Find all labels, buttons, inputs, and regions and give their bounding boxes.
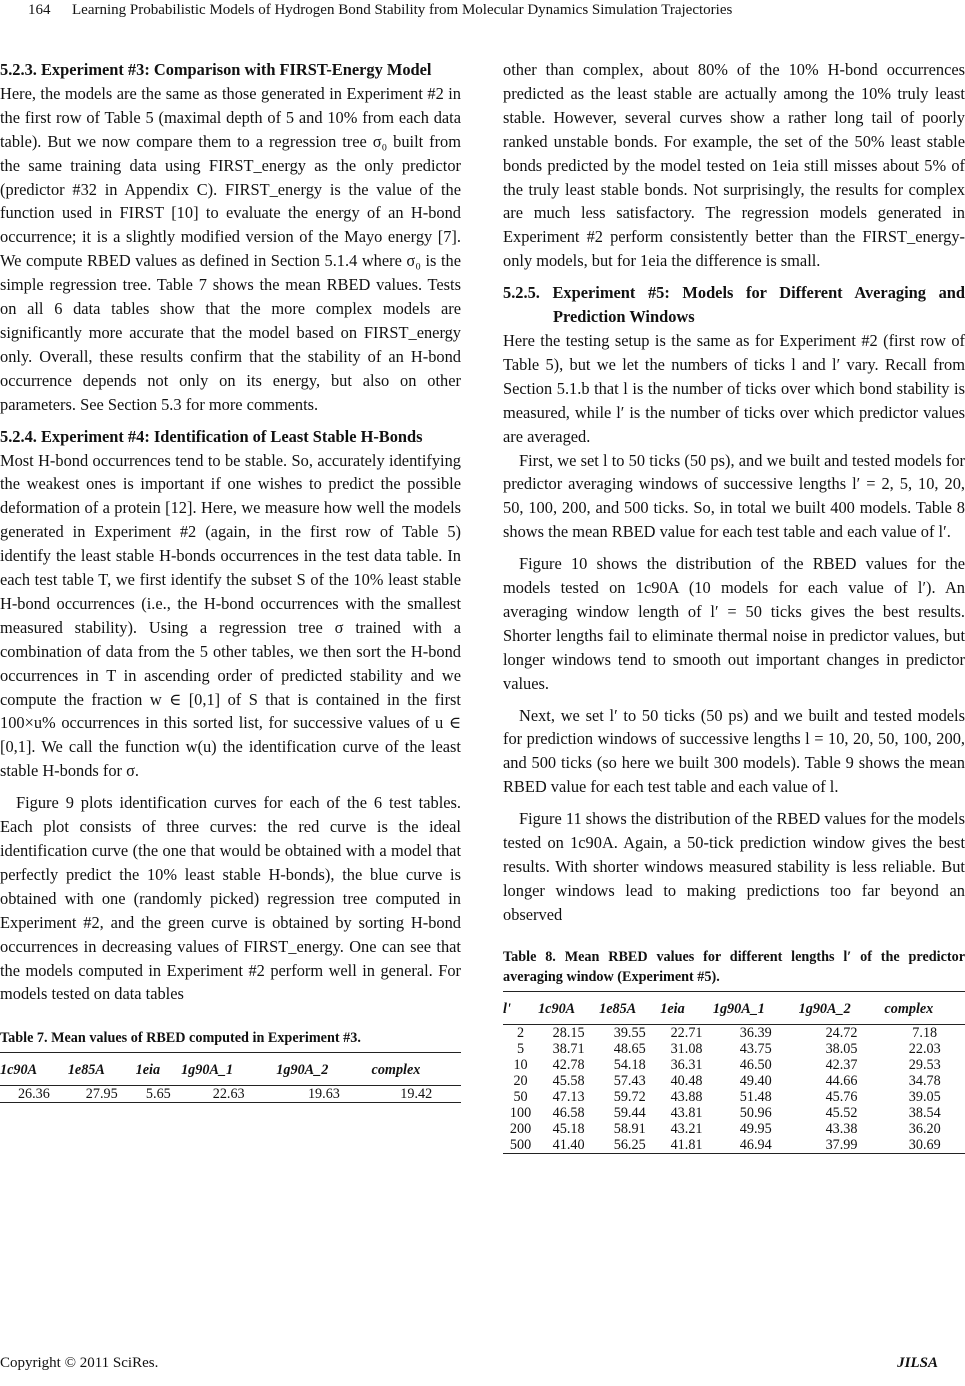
table-8-cell: 42.78 [552, 1056, 585, 1073]
table-7-cell: 5.65 [136, 1086, 181, 1103]
table-8-header: 1g90A_2 [799, 991, 885, 1024]
table-8-header: 1e85A [599, 991, 660, 1024]
table-8-cell: 100 [509, 1104, 532, 1121]
table-7-header: 1c90A [0, 1053, 68, 1086]
table-8-cell: 39.55 [613, 1024, 646, 1041]
table-7-cell: 19.42 [372, 1086, 461, 1103]
table-7-cell: 27.95 [68, 1086, 136, 1103]
table-8-cell: 45.18 [552, 1120, 585, 1137]
table-row [503, 1105, 965, 1121]
table-8-cell: 43.38 [825, 1120, 858, 1137]
table-row [503, 1073, 965, 1089]
table-8-cell: 46.50 [739, 1056, 772, 1073]
table-8-cell: 49.40 [739, 1072, 772, 1089]
table-8-cell: 43.88 [670, 1088, 703, 1105]
table-8-cell: 39.05 [908, 1088, 941, 1105]
table-7-caption: Table 7. Mean values of RBED computed in Experiment #3. [0, 1030, 361, 1047]
table-8-cell: 40.48 [670, 1072, 703, 1089]
table-8-cell: 42.37 [825, 1056, 858, 1073]
continued-paragraph: other than complex, about 80% of the 10% H-bond occurrences predicted as the least stable are actually among the 10% truly least stable. However, several curves show a rather long tail of poorly ranked unstable bonds. For example, the set of the 50% least stable bonds predicted by the model tested on 1eia still misses about 5% of the truly least stable bonds. Not surprisingly, the results for complex are much less satisfactory. The regression models generated in Experiment #2 perform consistently better than the FIRST_energy-only models, but for 1eia the difference is small. [503, 60, 965, 271]
table-8 [503, 991, 965, 1154]
table-8-cell: 10 [513, 1056, 528, 1073]
table-8-cell: 22.03 [908, 1040, 941, 1057]
table-7-header: 1eia [136, 1053, 181, 1086]
table-8-cell: 41.81 [660, 1137, 713, 1154]
table-8-cell: 46.94 [713, 1137, 799, 1154]
table-8-cell: 500 [503, 1137, 538, 1154]
table-8-cell: 59.72 [613, 1088, 646, 1105]
table-8-cell: 24.72 [825, 1024, 858, 1041]
table-8-cell: 50.96 [739, 1104, 772, 1121]
section-5-2-5-para-4: Next, we set l′ to 50 ticks (50 ps) and we built and tested models for prediction windows of successive lengths l = 10, 20, 50, 100, 200, and 500 ticks (so here we built 300 models). Table 9 shows the mean RBED value for each test table and each value of l. [503, 705, 965, 797]
section-5-2-5-title: 5.2.5. Experiment #5: Models for Different Averaging and Prediction Windows [503, 283, 965, 327]
table-8-cell: 57.43 [613, 1072, 646, 1089]
table-8-cell: 30.69 [884, 1137, 965, 1154]
page-footer [0, 1355, 938, 1372]
table-8-cell: 45.76 [825, 1088, 858, 1105]
figure-9-paragraph: Figure 9 plots identification curves for each of the 6 test tables. Each plot consists of three curves: the red curve is the ideal identification curve (the one that would be obtained with a model that perfectly predict the 10% least stable H-bonds), the blue curve is obtained with one (randomly picked) regression tree computed in Experiment #2, and the green curve is obtained by sorting H-bond occurrences in decreasing values of FIRST_energy. One can see that the models computed in Experiment #2 perform well in general. For models tested on data tables [0, 793, 461, 1004]
journal-name: JILSA [897, 1355, 938, 1371]
table-8-cell: 36.39 [739, 1024, 772, 1041]
table-7-header: complex [372, 1053, 461, 1086]
table-8-cell: 5 [516, 1040, 525, 1057]
table-row [0, 1086, 461, 1103]
table-8-cell: 38.05 [825, 1040, 858, 1057]
section-5-2-3-title: 5.2.3. Experiment #3: Comparison with FIRST-Energy Model [0, 60, 432, 79]
table-8-cell: 7.18 [912, 1024, 938, 1041]
table-8-header-row [503, 991, 965, 1024]
table-8-cell: 34.78 [908, 1072, 941, 1089]
table-row [503, 1057, 965, 1073]
copyright: Copyright © 2011 SciRes. [0, 1355, 159, 1371]
left-column [0, 58, 461, 1103]
table-7-header: 1g90A_1 [181, 1053, 276, 1086]
table-8-cell: 47.13 [552, 1088, 585, 1105]
page-number: 164 [28, 2, 51, 18]
table-8-cell: 38.54 [908, 1104, 941, 1121]
table-8-cell: 22.71 [670, 1024, 703, 1041]
table-7-cell: 26.36 [0, 1086, 68, 1103]
table-8-caption: Table 8. Mean RBED values for different lengths l′ of the predictor averaging window (Experiment #5). [503, 948, 965, 985]
table-8-cell: 44.66 [825, 1072, 858, 1089]
table-8-cell: 37.99 [799, 1137, 885, 1154]
table-8-cell: 51.48 [739, 1088, 772, 1105]
table-row [503, 1024, 965, 1041]
table-8-header: 1eia [660, 991, 713, 1024]
table-8-header: 1g90A_1 [713, 991, 799, 1024]
table-8-header: complex [884, 991, 965, 1024]
table-8-cell: 200 [509, 1120, 532, 1137]
table-8-cell: 36.20 [908, 1120, 941, 1137]
table-8-cell: 54.18 [613, 1056, 646, 1073]
table-7 [0, 1052, 461, 1103]
table-row [503, 1121, 965, 1137]
table-8-header: l' [503, 991, 538, 1024]
section-5-2-5-para-1: Here the testing setup is the same as for Experiment #2 (first row of Table 5), but we let the numbers of ticks l and l′ vary. Recall from Section 5.1.b that l is the number of ticks over which bond stability is measured, while l′ is the number of ticks over which predictor values are averaged. [503, 330, 965, 446]
table-8-cell: 20 [513, 1072, 528, 1089]
section-5-2-3-body: Here, the models are the same as those generated in Experiment #2 in the first row of Table 5 (maximal depth of 5 and 10% from each data table). But we now compare them to a regression tree σ₀ built from the same training data using FIRST_energy as the only predictor (predictor #32 in Appendix C). FIRST_energy is the value of the function used in FIRST [10] to evaluate the energy of an H-bond occurrence; it is a slightly modified version of the Mayo energy [7]. We compute RBED values as defined in Section 5.1.4 where σ₀ is the simple regression tree. Table 7 shows the mean RBED values. Tests on all 6 data tables show that the more complex models are significantly more accurate that the model based on FIRST_energy only. Overall, these results confirm that the stability of an H-bond occurrence depends not only on its energy, but also on other parameters. See Section 5.3 for more comments. [0, 83, 461, 414]
running-title: Learning Probabilistic Models of Hydrogen Bond Stability from Molecular Dynamics Simulation Trajectories [72, 2, 733, 18]
table-8-cell: 45.52 [825, 1104, 858, 1121]
right-column [503, 58, 965, 1154]
table-8-cell: 31.08 [670, 1040, 703, 1057]
table-7-header: 1e85A [68, 1053, 136, 1086]
table-8-cell: 45.58 [552, 1072, 585, 1089]
table-8-cell: 38.71 [552, 1040, 585, 1057]
section-5-2-4-body: Most H-bond occurrences tend to be stable. So, accurately identifying the weakest ones is important if one wishes to predict the possible deformation of a protein [12]. Here, we measure how well the models generated in Experiment #2 (again, in the first row of Table 5) identify the least stable H-bonds occurrences in the test data table. In each test table T, we first identify the subset S of the 10% least stable H-bond occurrences (i.e., the H-bond occurrences with the smallest measured stability). Using a regression tree σ trained with a combination of data from the 5 other tables, we then sort the H-bond occurrences in T in ascending order of predicted stability and we compute the fraction w ∈ [0,1] of S that is contained in the first 100×u% occurrences in this sorted list, for successive values of u ∈ [0,1]. We call the function w(u) the identification curve of the least stable H-bonds for σ. [0, 450, 461, 781]
table-8-cell: 43.81 [670, 1104, 703, 1121]
table-8-cell: 48.65 [613, 1040, 646, 1057]
table-8-cell: 2 [516, 1024, 525, 1041]
section-5-2-5-para-3: Figure 10 shows the distribution of the RBED values for the models tested on 1c90A (10 models for each value of l′). An averaging window length of l′ = 50 ticks gives the best results. Shorter lengths fail to eliminate thermal noise in predictor values, but longer windows tend to smooth out important changes in predictor values. [503, 554, 965, 693]
table-row [503, 1089, 965, 1105]
section-5-2-4-title: 5.2.4. Experiment #4: Identification of Least Stable H-Bonds [0, 426, 423, 446]
section-5-2-5-para-5: Figure 11 shows the distribution of the RBED values for the models tested on 1c90A. Again, a 50-tick prediction window gives the best results. With shorter windows measured stability is less reliable. But longer windows lead to making predictions too far beyond an observed [503, 809, 965, 924]
table-8-cell: 46.58 [552, 1104, 585, 1121]
table-8-header: 1c90A [538, 991, 599, 1024]
table-8-cell: 41.40 [538, 1137, 599, 1154]
table-8-cell: 50 [513, 1088, 528, 1105]
table-8-cell: 28.15 [552, 1024, 585, 1041]
table-8-cell: 49.95 [739, 1120, 772, 1137]
table-7-cell: 22.63 [181, 1086, 276, 1103]
table-8-cell: 43.75 [739, 1040, 772, 1057]
table-row [503, 1137, 965, 1154]
table-8-cell: 58.91 [613, 1120, 646, 1137]
table-8-cell: 59.44 [613, 1104, 646, 1121]
table-8-cell: 36.31 [670, 1056, 703, 1073]
table-7-header-row [0, 1053, 461, 1086]
section-5-2-5-para-2: First, we set l to 50 ticks (50 ps), and we built and tested models for predictor averaging windows of successive lengths l′ = 2, 5, 10, 20, 50, 100, 200, and 500 ticks. So, in total we built 400 models. Table 8 shows the mean RBED value for each test table and each value of l′. [503, 450, 965, 542]
table-7-cell: 19.63 [276, 1086, 371, 1103]
table-7-header: 1g90A_2 [276, 1053, 371, 1086]
table-8-cell: 29.53 [908, 1056, 941, 1073]
table-8-cell: 43.21 [670, 1120, 703, 1137]
table-8-cell: 56.25 [599, 1137, 660, 1154]
table-row [503, 1041, 965, 1057]
